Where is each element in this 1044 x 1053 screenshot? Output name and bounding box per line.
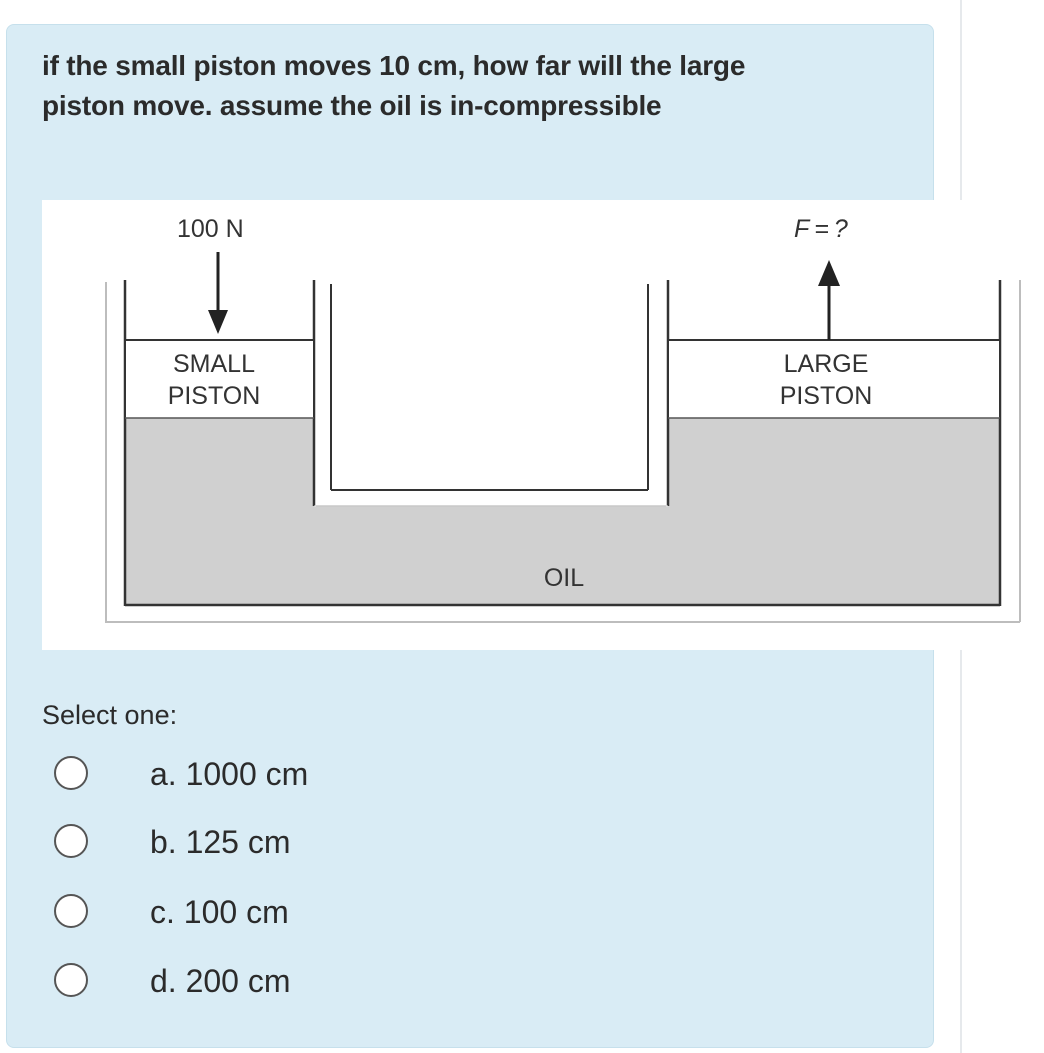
select-one-prompt: Select one:: [42, 700, 178, 730]
option-label[interactable]: b. 125 cm: [150, 824, 291, 860]
question-text: if the small piston moves 10 cm, how far will the large piston move. assume the oil is in-compressible: [42, 50, 746, 121]
answer-option-d[interactable]: [54, 961, 454, 1005]
small-piston-label-line2: PISTON: [167, 382, 261, 410]
answer-option-a[interactable]: [54, 754, 454, 798]
option-label[interactable]: d. 200 cm: [150, 963, 291, 999]
radio-button[interactable]: [54, 963, 88, 997]
radio-button[interactable]: [54, 756, 88, 790]
small-piston-label-line1: SMALL: [173, 350, 255, 378]
option-label[interactable]: a. 1000 cm: [150, 756, 309, 792]
option-label[interactable]: c. 100 cm: [150, 894, 289, 930]
right-force-label: F = ?: [794, 215, 848, 243]
answer-option-b[interactable]: [54, 822, 454, 866]
up-arrow-icon: [818, 260, 840, 286]
middle-gap: [316, 280, 666, 506]
hydraulic-press-diagram: [42, 200, 1024, 650]
left-force-label: 100 N: [177, 215, 244, 243]
answer-option-c[interactable]: [54, 892, 454, 936]
radio-button[interactable]: [54, 824, 88, 858]
down-arrow-icon: [208, 310, 228, 334]
large-piston-label-line1: LARGE: [783, 350, 869, 378]
oil-label: OIL: [543, 564, 585, 592]
diagram-svg: [42, 200, 1024, 650]
large-piston-label-line2: PISTON: [779, 382, 873, 410]
radio-button[interactable]: [54, 894, 88, 928]
